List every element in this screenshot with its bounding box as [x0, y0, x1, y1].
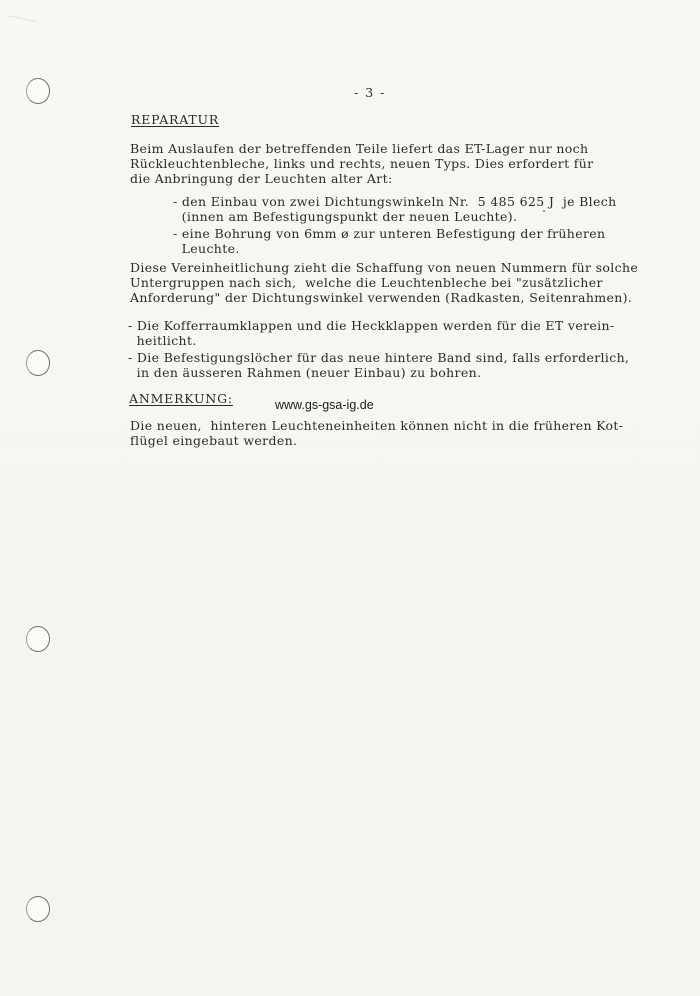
paper-speck: [543, 210, 545, 212]
standardization-paragraph: Diese Vereinheitlichung zieht die Schaffung von neuen Nummern für solche Untergruppen nach sich, welche die Leuchtenbleche bei "zusätzlicher Anforderung" der Dichtungswinkel verwenden (Radkasten, Seitenrahmen).: [130, 260, 639, 305]
page-number: - 3 -: [354, 85, 386, 100]
punch-hole-2: [26, 350, 50, 376]
bullet-drill-hole: - eine Bohrung von 6mm ø zur unteren Befestigung der früheren Leuchte.: [173, 226, 606, 256]
bullet-sealing-brackets: - den Einbau von zwei Dichtungswinkeln Nr. 5 485 625 J je Blech (innen am Befestigungspunkt der neuen Leuchte).: [173, 194, 617, 224]
punch-hole-4: [26, 896, 50, 922]
point-trunk-lids: - Die Kofferraumklappen und die Heckklappen werden für die ET verein- heitlicht.: [128, 318, 615, 348]
remark-heading: ANMERKUNG:: [129, 391, 233, 406]
punch-hole-3: [26, 626, 50, 652]
corner-scuff-mark: [7, 15, 35, 31]
repair-heading: REPARATUR: [131, 112, 220, 127]
point-mounting-holes: - Die Befestigungslöcher für das neue hintere Band sind, falls erforderlich, in den äusseren Rahmen (neuer Einbau) zu bohren.: [128, 350, 630, 380]
punch-hole-1: [26, 78, 50, 104]
remark-paragraph: Die neuen, hinteren Leuchteneinheiten können nicht in die früheren Kot- flügel eingebaut werden.: [130, 418, 624, 448]
website-watermark: www.gs-gsa-ig.de: [275, 398, 374, 412]
repair-intro-paragraph: Beim Auslaufen der betreffenden Teile liefert das ET-Lager nur noch Rückleuchtenbleche, links und rechts, neuen Typs. Dies erfordert für die Anbringung der Leuchten alter Art:: [130, 141, 594, 186]
